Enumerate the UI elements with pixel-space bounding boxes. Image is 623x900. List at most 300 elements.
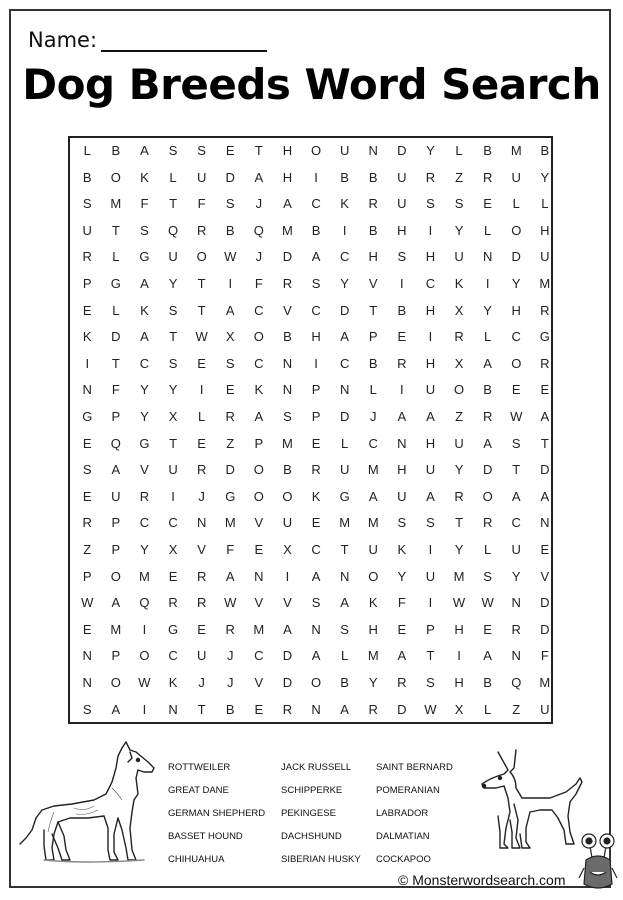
- grid-letter[interactable]: A: [254, 409, 264, 424]
- grid-letter[interactable]: W: [81, 595, 94, 611]
- grid-letter[interactable]: P: [426, 621, 435, 637]
- grid-letter[interactable]: M: [253, 621, 265, 637]
- grid-letter[interactable]: U: [397, 169, 407, 185]
- grid-letter[interactable]: C: [168, 648, 178, 664]
- grid-letter[interactable]: S: [311, 595, 321, 611]
- grid-letter[interactable]: K: [168, 675, 178, 690]
- grid-letter[interactable]: O: [282, 488, 293, 504]
- grid-letter[interactable]: I: [85, 355, 90, 371]
- grid-letter[interactable]: A: [483, 648, 492, 664]
- grid-letter[interactable]: Q: [110, 435, 121, 451]
- grid-letter[interactable]: M: [510, 143, 522, 158]
- grid-letter[interactable]: I: [342, 222, 347, 238]
- grid-letter[interactable]: T: [111, 222, 120, 238]
- grid-letter[interactable]: B: [368, 169, 378, 185]
- grid-letter[interactable]: P: [368, 329, 378, 345]
- grid-letter[interactable]: B: [283, 462, 292, 478]
- grid-letter[interactable]: L: [112, 249, 120, 265]
- grid-letter[interactable]: I: [485, 276, 490, 291]
- grid-letter[interactable]: E: [254, 701, 264, 717]
- grid-letter[interactable]: A: [254, 169, 264, 185]
- grid-letter[interactable]: M: [139, 568, 150, 584]
- grid-letter[interactable]: U: [454, 249, 464, 265]
- grid-letter[interactable]: C: [139, 515, 150, 531]
- grid-letter[interactable]: R: [82, 515, 92, 531]
- grid-letter[interactable]: N: [511, 595, 521, 611]
- grid-letter[interactable]: A: [340, 329, 349, 345]
- grid-letter[interactable]: S: [426, 515, 435, 531]
- grid-letter[interactable]: K: [140, 169, 149, 185]
- grid-letter[interactable]: N: [482, 249, 493, 265]
- grid-letter[interactable]: F: [197, 196, 206, 212]
- grid-letter[interactable]: I: [142, 701, 147, 717]
- grid-letter[interactable]: O: [310, 675, 322, 690]
- grid-letter[interactable]: X: [283, 542, 292, 557]
- grid-letter[interactable]: T: [197, 276, 206, 291]
- grid-letter[interactable]: L: [484, 542, 492, 557]
- grid-letter[interactable]: M: [367, 462, 379, 478]
- grid-letter[interactable]: D: [540, 595, 550, 611]
- grid-letter[interactable]: C: [311, 196, 321, 212]
- grid-letter[interactable]: A: [483, 355, 492, 371]
- grid-letter[interactable]: A: [340, 595, 349, 611]
- grid-letter[interactable]: L: [112, 302, 120, 318]
- grid-letter[interactable]: C: [339, 249, 350, 265]
- grid-letter[interactable]: L: [169, 169, 177, 185]
- grid-letter[interactable]: H: [425, 435, 436, 451]
- grid-letter[interactable]: U: [368, 542, 378, 557]
- grid-letter[interactable]: N: [397, 435, 407, 451]
- grid-letter[interactable]: A: [311, 568, 321, 584]
- grid-letter[interactable]: A: [311, 648, 321, 664]
- grid-letter[interactable]: O: [110, 568, 121, 584]
- grid-letter[interactable]: I: [142, 621, 147, 637]
- grid-letter[interactable]: U: [540, 249, 550, 265]
- grid-letter[interactable]: O: [253, 462, 264, 478]
- grid-letter[interactable]: S: [140, 222, 149, 238]
- grid-letter[interactable]: U: [168, 462, 178, 478]
- grid-letter[interactable]: A: [368, 488, 378, 504]
- grid-letter[interactable]: A: [426, 409, 435, 424]
- grid-letter[interactable]: Y: [511, 568, 521, 584]
- grid-letter[interactable]: C: [254, 648, 264, 664]
- grid-letter[interactable]: U: [425, 462, 436, 478]
- grid-letter[interactable]: E: [82, 435, 92, 451]
- grid-letter[interactable]: U: [282, 515, 293, 531]
- grid-letter[interactable]: C: [425, 276, 436, 291]
- grid-letter[interactable]: X: [168, 409, 178, 424]
- grid-letter[interactable]: G: [339, 488, 350, 504]
- grid-letter[interactable]: E: [311, 515, 321, 531]
- grid-letter[interactable]: C: [254, 302, 264, 318]
- grid-letter[interactable]: D: [511, 249, 521, 265]
- grid-letter[interactable]: Y: [397, 568, 407, 584]
- grid-letter[interactable]: V: [254, 675, 264, 690]
- grid-letter[interactable]: T: [455, 515, 464, 531]
- grid-letter[interactable]: A: [111, 462, 121, 478]
- grid-letter[interactable]: B: [540, 143, 550, 158]
- grid-letter[interactable]: M: [367, 648, 379, 664]
- grid-letter[interactable]: C: [139, 355, 150, 371]
- grid-letter[interactable]: Q: [167, 222, 179, 238]
- grid-letter[interactable]: R: [397, 355, 407, 371]
- grid-letter[interactable]: K: [397, 542, 407, 557]
- grid-letter[interactable]: N: [168, 701, 178, 717]
- grid-letter[interactable]: E: [254, 542, 264, 557]
- grid-letter[interactable]: N: [311, 621, 321, 637]
- grid-letter[interactable]: H: [368, 249, 378, 265]
- grid-letter[interactable]: A: [225, 568, 235, 584]
- grid-letter[interactable]: P: [111, 542, 121, 557]
- grid-letter[interactable]: V: [283, 595, 292, 611]
- grid-letter[interactable]: W: [424, 701, 437, 717]
- grid-letter[interactable]: J: [227, 648, 234, 664]
- grid-letter[interactable]: N: [82, 675, 92, 690]
- grid-letter[interactable]: S: [511, 435, 521, 451]
- grid-letter[interactable]: R: [454, 329, 464, 345]
- grid-letter[interactable]: B: [311, 222, 321, 238]
- grid-letter[interactable]: R: [225, 621, 235, 637]
- grid-letter[interactable]: S: [168, 355, 178, 371]
- grid-letter[interactable]: I: [228, 276, 233, 291]
- grid-letter[interactable]: B: [111, 143, 121, 158]
- grid-letter[interactable]: L: [341, 435, 349, 451]
- grid-letter[interactable]: O: [511, 355, 522, 371]
- grid-letter[interactable]: L: [541, 196, 549, 212]
- grid-letter[interactable]: Y: [340, 276, 349, 291]
- grid-letter[interactable]: N: [339, 382, 350, 398]
- grid-letter[interactable]: P: [254, 435, 264, 451]
- grid-letter[interactable]: V: [254, 595, 264, 611]
- grid-letter[interactable]: A: [540, 488, 550, 504]
- grid-letter[interactable]: N: [339, 568, 350, 584]
- grid-letter[interactable]: F: [397, 595, 406, 611]
- grid-letter[interactable]: R: [482, 169, 493, 185]
- grid-letter[interactable]: G: [167, 621, 179, 637]
- grid-letter[interactable]: E: [397, 621, 407, 637]
- grid-letter[interactable]: I: [199, 382, 204, 398]
- grid-letter[interactable]: E: [82, 621, 92, 637]
- grid-letter[interactable]: S: [168, 143, 178, 158]
- grid-letter[interactable]: U: [339, 462, 350, 478]
- grid-letter[interactable]: H: [311, 329, 321, 345]
- grid-letter[interactable]: E: [311, 435, 321, 451]
- grid-letter[interactable]: D: [282, 675, 293, 690]
- grid-letter[interactable]: B: [368, 222, 378, 238]
- grid-letter[interactable]: T: [169, 196, 178, 212]
- grid-letter[interactable]: A: [483, 435, 492, 451]
- grid-letter[interactable]: P: [111, 648, 121, 664]
- grid-letter[interactable]: F: [111, 382, 120, 398]
- grid-letter[interactable]: C: [168, 515, 178, 531]
- grid-letter[interactable]: G: [82, 409, 93, 424]
- grid-letter[interactable]: R: [540, 302, 550, 318]
- grid-letter[interactable]: N: [196, 515, 207, 531]
- grid-letter[interactable]: U: [111, 488, 121, 504]
- grid-letter[interactable]: S: [454, 196, 464, 212]
- grid-letter[interactable]: S: [82, 701, 92, 717]
- grid-letter[interactable]: H: [397, 462, 407, 478]
- grid-letter[interactable]: R: [225, 409, 235, 424]
- grid-letter[interactable]: W: [452, 595, 466, 611]
- grid-letter[interactable]: L: [369, 382, 377, 398]
- grid-letter[interactable]: X: [225, 329, 235, 345]
- grid-letter[interactable]: R: [196, 568, 207, 584]
- grid-letter[interactable]: R: [454, 488, 464, 504]
- grid-letter[interactable]: F: [226, 542, 235, 557]
- grid-letter[interactable]: C: [311, 542, 321, 557]
- grid-letter[interactable]: S: [397, 515, 407, 531]
- grid-letter[interactable]: E: [483, 196, 492, 212]
- grid-letter[interactable]: U: [82, 222, 92, 238]
- grid-letter[interactable]: S: [168, 302, 178, 318]
- grid-letter[interactable]: B: [340, 675, 349, 690]
- grid-letter[interactable]: R: [425, 169, 436, 185]
- grid-letter[interactable]: Z: [455, 409, 464, 424]
- grid-letter[interactable]: K: [311, 488, 321, 504]
- name-input-line[interactable]: [101, 30, 267, 52]
- grid-letter[interactable]: N: [368, 143, 378, 158]
- grid-letter[interactable]: B: [397, 302, 407, 318]
- grid-letter[interactable]: C: [368, 435, 378, 451]
- grid-letter[interactable]: A: [140, 143, 149, 158]
- grid-letter[interactable]: I: [285, 568, 290, 584]
- grid-letter[interactable]: R: [311, 462, 321, 478]
- grid-letter[interactable]: H: [454, 621, 464, 637]
- grid-letter[interactable]: Y: [168, 276, 178, 291]
- grid-letter[interactable]: E: [82, 488, 92, 504]
- grid-letter[interactable]: U: [454, 435, 464, 451]
- grid-letter[interactable]: D: [339, 302, 350, 318]
- grid-letter[interactable]: M: [224, 515, 236, 531]
- grid-letter[interactable]: H: [282, 143, 293, 158]
- grid-letter[interactable]: P: [111, 515, 121, 531]
- grid-letter[interactable]: V: [197, 542, 206, 557]
- grid-letter[interactable]: S: [82, 462, 92, 478]
- grid-letter[interactable]: H: [368, 621, 378, 637]
- grid-letter[interactable]: C: [339, 355, 350, 371]
- grid-letter[interactable]: R: [482, 515, 493, 531]
- grid-letter[interactable]: B: [225, 701, 235, 717]
- grid-letter[interactable]: E: [511, 382, 521, 398]
- grid-letter[interactable]: I: [400, 276, 404, 291]
- grid-letter[interactable]: J: [198, 675, 205, 690]
- grid-letter[interactable]: M: [539, 675, 551, 690]
- grid-letter[interactable]: A: [340, 701, 349, 717]
- grid-letter[interactable]: T: [254, 143, 263, 158]
- grid-letter[interactable]: E: [540, 382, 550, 398]
- grid-letter[interactable]: E: [225, 382, 235, 398]
- grid-letter[interactable]: O: [511, 222, 522, 238]
- grid-letter[interactable]: T: [426, 648, 435, 664]
- grid-letter[interactable]: W: [224, 249, 237, 265]
- grid-letter[interactable]: B: [283, 329, 292, 345]
- grid-letter[interactable]: U: [511, 542, 521, 557]
- grid-letter[interactable]: B: [368, 355, 378, 371]
- grid-letter[interactable]: H: [397, 222, 407, 238]
- grid-letter[interactable]: O: [310, 143, 322, 158]
- grid-letter[interactable]: Y: [454, 462, 464, 478]
- grid-letter[interactable]: X: [168, 542, 178, 557]
- grid-letter[interactable]: A: [311, 249, 321, 265]
- grid-letter[interactable]: R: [168, 595, 178, 611]
- grid-letter[interactable]: H: [511, 302, 521, 318]
- grid-letter[interactable]: I: [428, 595, 433, 611]
- grid-letter[interactable]: H: [454, 675, 464, 690]
- grid-letter[interactable]: A: [283, 196, 292, 212]
- grid-letter[interactable]: A: [111, 595, 121, 611]
- grid-letter[interactable]: S: [426, 196, 435, 212]
- grid-letter[interactable]: T: [197, 701, 206, 717]
- grid-letter[interactable]: S: [197, 143, 206, 158]
- grid-letter[interactable]: G: [110, 276, 121, 291]
- grid-letter[interactable]: N: [82, 382, 92, 398]
- grid-letter[interactable]: O: [110, 675, 121, 690]
- grid-letter[interactable]: K: [82, 329, 92, 345]
- grid-letter[interactable]: B: [483, 143, 492, 158]
- grid-letter[interactable]: E: [197, 621, 206, 637]
- grid-letter[interactable]: P: [311, 409, 321, 424]
- grid-letter[interactable]: R: [511, 621, 521, 637]
- grid-letter[interactable]: O: [482, 488, 493, 504]
- grid-letter[interactable]: M: [282, 435, 293, 451]
- grid-letter[interactable]: Y: [454, 542, 464, 557]
- grid-letter[interactable]: I: [428, 542, 433, 557]
- grid-letter[interactable]: E: [197, 435, 206, 451]
- grid-letter[interactable]: N: [82, 648, 92, 664]
- grid-letter[interactable]: C: [511, 515, 521, 531]
- grid-letter[interactable]: B: [82, 169, 92, 185]
- grid-letter[interactable]: D: [225, 462, 235, 478]
- grid-letter[interactable]: D: [111, 329, 121, 345]
- grid-letter[interactable]: T: [111, 355, 120, 371]
- grid-letter[interactable]: K: [454, 276, 464, 291]
- grid-letter[interactable]: X: [454, 355, 464, 371]
- grid-letter[interactable]: G: [139, 249, 150, 265]
- grid-letter[interactable]: Y: [483, 302, 492, 318]
- grid-letter[interactable]: I: [457, 648, 461, 664]
- grid-letter[interactable]: J: [227, 675, 234, 690]
- grid-letter[interactable]: D: [225, 169, 235, 185]
- grid-letter[interactable]: U: [425, 382, 436, 398]
- grid-letter[interactable]: S: [82, 196, 92, 212]
- grid-letter[interactable]: A: [426, 488, 435, 504]
- grid-letter[interactable]: M: [339, 515, 351, 531]
- grid-letter[interactable]: L: [484, 222, 492, 238]
- grid-letter[interactable]: R: [196, 462, 207, 478]
- grid-letter[interactable]: V: [283, 302, 292, 318]
- grid-letter[interactable]: H: [540, 222, 550, 238]
- grid-letter[interactable]: R: [397, 675, 407, 690]
- grid-letter[interactable]: D: [540, 462, 550, 478]
- grid-letter[interactable]: W: [510, 409, 523, 424]
- grid-letter[interactable]: D: [282, 249, 293, 265]
- grid-letter[interactable]: I: [171, 488, 175, 504]
- grid-letter[interactable]: E: [197, 355, 206, 371]
- grid-letter[interactable]: U: [397, 196, 407, 212]
- grid-letter[interactable]: E: [540, 542, 550, 557]
- grid-letter[interactable]: Y: [426, 143, 435, 158]
- grid-letter[interactable]: U: [196, 169, 207, 185]
- grid-letter[interactable]: G: [539, 329, 550, 345]
- grid-letter[interactable]: E: [168, 568, 178, 584]
- grid-letter[interactable]: R: [540, 355, 550, 371]
- grid-letter[interactable]: F: [140, 196, 149, 212]
- grid-letter[interactable]: N: [540, 515, 550, 531]
- grid-letter[interactable]: W: [481, 595, 494, 611]
- grid-letter[interactable]: O: [253, 329, 264, 345]
- grid-letter[interactable]: S: [311, 276, 321, 291]
- grid-letter[interactable]: T: [512, 462, 521, 478]
- grid-letter[interactable]: W: [195, 329, 208, 345]
- grid-letter[interactable]: A: [140, 276, 149, 291]
- grid-letter[interactable]: N: [282, 382, 293, 398]
- grid-letter[interactable]: E: [483, 621, 492, 637]
- grid-letter[interactable]: K: [340, 196, 349, 212]
- grid-letter[interactable]: A: [540, 409, 550, 424]
- grid-letter[interactable]: M: [539, 276, 551, 291]
- grid-letter[interactable]: Y: [140, 542, 149, 557]
- grid-letter[interactable]: X: [454, 701, 464, 717]
- grid-letter[interactable]: P: [82, 276, 92, 291]
- grid-letter[interactable]: A: [397, 648, 407, 664]
- grid-letter[interactable]: L: [484, 329, 492, 345]
- grid-letter[interactable]: Z: [83, 542, 92, 557]
- grid-letter[interactable]: U: [196, 648, 207, 664]
- grid-letter[interactable]: S: [225, 196, 235, 212]
- grid-letter[interactable]: P: [82, 568, 92, 584]
- grid-letter[interactable]: I: [314, 355, 318, 371]
- grid-letter[interactable]: R: [368, 196, 378, 212]
- grid-letter[interactable]: O: [368, 568, 379, 584]
- grid-letter[interactable]: V: [540, 568, 550, 584]
- grid-letter[interactable]: Q: [139, 595, 150, 611]
- grid-letter[interactable]: T: [169, 435, 178, 451]
- grid-letter[interactable]: B: [340, 169, 349, 185]
- grid-letter[interactable]: T: [540, 435, 549, 451]
- grid-letter[interactable]: U: [511, 169, 521, 185]
- grid-letter[interactable]: B: [483, 675, 492, 690]
- grid-letter[interactable]: M: [110, 196, 122, 212]
- grid-letter[interactable]: L: [455, 143, 463, 158]
- grid-letter[interactable]: R: [139, 488, 150, 504]
- grid-letter[interactable]: A: [511, 488, 521, 504]
- grid-letter[interactable]: G: [139, 435, 150, 451]
- grid-letter[interactable]: Z: [512, 701, 521, 717]
- grid-letter[interactable]: D: [540, 621, 550, 637]
- grid-letter[interactable]: J: [198, 488, 205, 504]
- grid-letter[interactable]: E: [82, 302, 92, 318]
- grid-letter[interactable]: E: [397, 329, 407, 345]
- grid-letter[interactable]: K: [368, 595, 378, 611]
- grid-letter[interactable]: O: [453, 382, 465, 398]
- grid-letter[interactable]: M: [110, 621, 122, 637]
- grid-letter[interactable]: R: [482, 409, 493, 424]
- grid-letter[interactable]: R: [368, 701, 378, 717]
- grid-letter[interactable]: Y: [540, 169, 550, 185]
- grid-letter[interactable]: A: [140, 329, 149, 345]
- grid-letter[interactable]: M: [367, 515, 379, 531]
- grid-letter[interactable]: R: [282, 276, 293, 291]
- grid-letter[interactable]: Y: [168, 382, 178, 398]
- grid-letter[interactable]: K: [140, 302, 149, 318]
- grid-letter[interactable]: A: [283, 621, 292, 637]
- grid-letter[interactable]: I: [428, 222, 433, 238]
- grid-letter[interactable]: O: [196, 249, 207, 265]
- grid-letter[interactable]: C: [311, 302, 321, 318]
- grid-letter[interactable]: I: [400, 382, 404, 398]
- grid-letter[interactable]: D: [397, 701, 407, 717]
